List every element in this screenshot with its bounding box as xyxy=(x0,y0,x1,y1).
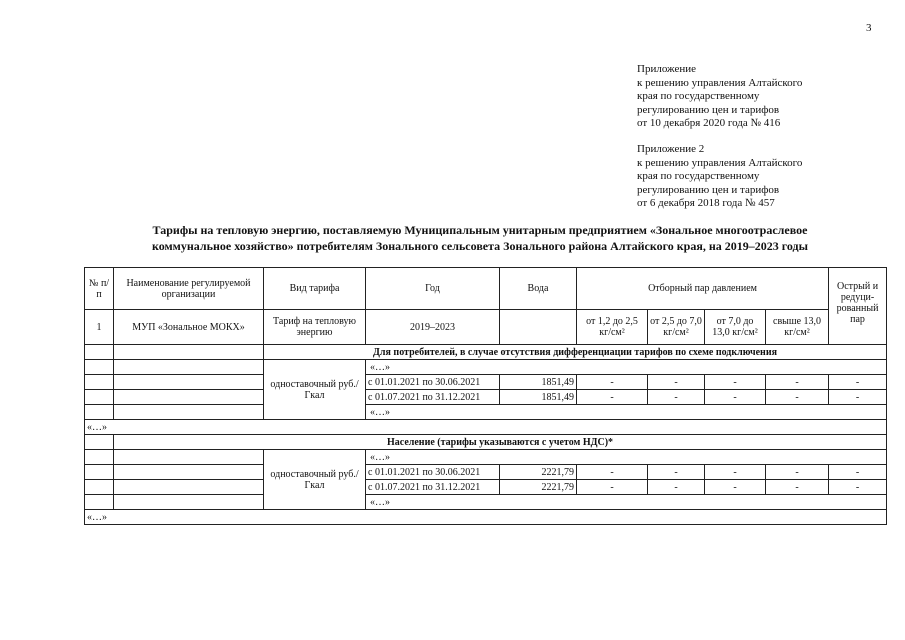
header-num: № п/п xyxy=(85,268,114,310)
header-pressure-4: свыше 13,0 кг/см² xyxy=(766,310,829,345)
empty-cell xyxy=(500,310,577,345)
header-water: Вода xyxy=(500,268,577,310)
dash-cell: - xyxy=(577,390,648,405)
title-line-1: Тарифы на тепловую энергию, поставляемую Муниципальным унитарным предприятием «Зональное многоотраслевое xyxy=(152,223,808,237)
ellipsis: «…» xyxy=(85,510,887,525)
appendix-line: от 10 декабря 2020 года № 416 xyxy=(637,117,781,129)
appendix-note-2 xyxy=(637,143,802,211)
appendix-line: регулированию цен и тарифов xyxy=(637,183,780,196)
empty-cell xyxy=(85,360,114,375)
appendix-line: к решению управления Алтайского xyxy=(637,76,803,89)
ellipsis: «…» xyxy=(366,405,887,420)
section-row xyxy=(85,345,887,360)
dash-cell: - xyxy=(705,390,766,405)
section-row xyxy=(85,435,887,450)
empty-cell xyxy=(85,450,114,465)
empty-cell xyxy=(114,375,264,390)
row-num: 1 xyxy=(85,310,114,345)
empty-cell xyxy=(114,360,264,375)
empty-cell xyxy=(114,465,264,480)
table-row xyxy=(85,375,887,390)
water-value: 2221,79 xyxy=(500,465,577,480)
page-number: 3 xyxy=(866,22,872,34)
section-title: Для потребителей, в случае отсутствия дифференциации тарифов по схеме подключения xyxy=(264,345,887,360)
water-value: 2221,79 xyxy=(500,480,577,495)
empty-cell xyxy=(114,345,264,360)
section-title: Население (тарифы указываются с учетом НДС)* xyxy=(114,435,887,450)
dash-cell: - xyxy=(648,390,705,405)
row-org: МУП «Зональное МОКХ» xyxy=(114,310,264,345)
appendix-line: Приложение xyxy=(637,63,697,75)
dash-cell: - xyxy=(577,480,648,495)
water-value: 1851,49 xyxy=(500,390,577,405)
dash-cell: - xyxy=(648,465,705,480)
header-pressure-1: от 1,2 до 2,5 кг/см² xyxy=(577,310,648,345)
appendix-line: Приложение 2 xyxy=(637,143,705,155)
header-year: Год xyxy=(366,268,500,310)
ellipsis: «…» xyxy=(85,420,887,435)
empty-cell xyxy=(114,450,264,465)
table-row xyxy=(85,360,887,375)
empty-cell xyxy=(85,345,114,360)
header-sharp-steam: Острый и редуци-рованный пар xyxy=(829,268,887,345)
water-value: 1851,49 xyxy=(500,375,577,390)
ellipsis: «…» xyxy=(366,495,887,510)
period-cell: с 01.01.2021 по 30.06.2021 xyxy=(366,375,500,390)
empty-cell xyxy=(85,495,114,510)
appendix-note-1 xyxy=(637,63,802,131)
empty-cell xyxy=(85,435,114,450)
empty-cell xyxy=(114,495,264,510)
dash-cell: - xyxy=(829,390,887,405)
dash-cell: - xyxy=(648,480,705,495)
table-row xyxy=(85,405,887,420)
header-steam: Отборный пар давлением xyxy=(577,268,829,310)
dash-cell: - xyxy=(577,465,648,480)
table-row xyxy=(85,480,887,495)
dash-cell: - xyxy=(648,375,705,390)
title-line-2: коммунальное хозяйство» потребителям Зонального сельсовета Зонального района Алтайского края, на 2019–2023 годы xyxy=(151,239,808,253)
rate-type: одноставочный руб./Гкал xyxy=(264,450,366,510)
empty-cell xyxy=(85,375,114,390)
table-row xyxy=(85,420,887,435)
dash-cell: - xyxy=(829,375,887,390)
ellipsis: «…» xyxy=(366,360,887,375)
header-org: Наименование регулируемой организации xyxy=(114,268,264,310)
header-pressure-3: от 7,0 до 13,0 кг/см² xyxy=(705,310,766,345)
ellipsis: «…» xyxy=(366,450,887,465)
header-row xyxy=(85,268,887,310)
dash-cell: - xyxy=(766,375,829,390)
dash-cell: - xyxy=(829,480,887,495)
table-row xyxy=(85,390,887,405)
period-cell: с 01.01.2021 по 30.06.2021 xyxy=(366,465,500,480)
header-pressure-2: от 2,5 до 7,0 кг/см² xyxy=(648,310,705,345)
empty-cell xyxy=(114,480,264,495)
appendix-line: края по государственному xyxy=(637,170,760,182)
dash-cell: - xyxy=(766,465,829,480)
table-row xyxy=(85,450,887,465)
dash-cell: - xyxy=(829,465,887,480)
appendix-line: края по государственному xyxy=(637,90,760,102)
row-tariff-type: Тариф на тепловую энергию xyxy=(264,310,366,345)
empty-cell xyxy=(85,405,114,420)
period-cell: с 01.07.2021 по 31.12.2021 xyxy=(366,390,500,405)
table-row xyxy=(85,495,887,510)
dash-cell: - xyxy=(766,480,829,495)
dash-cell: - xyxy=(766,390,829,405)
empty-cell xyxy=(85,465,114,480)
document-title xyxy=(100,222,860,254)
appendix-line: к решению управления Алтайского xyxy=(637,156,803,169)
tariff-table xyxy=(84,267,887,525)
appendix-line: регулированию цен и тарифов xyxy=(637,103,780,116)
empty-cell xyxy=(114,390,264,405)
dash-cell: - xyxy=(705,465,766,480)
header-tariff-type: Вид тарифа xyxy=(264,268,366,310)
dash-cell: - xyxy=(705,375,766,390)
appendix-line: от 6 декабря 2018 года № 457 xyxy=(637,197,775,209)
rate-type: одноставочный руб./Гкал xyxy=(264,360,366,420)
row-year: 2019–2023 xyxy=(366,310,500,345)
table-row xyxy=(85,510,887,525)
table-row xyxy=(85,465,887,480)
dash-cell: - xyxy=(705,480,766,495)
dash-cell: - xyxy=(577,375,648,390)
empty-cell xyxy=(85,390,114,405)
table-row xyxy=(85,310,887,345)
period-cell: с 01.07.2021 по 31.12.2021 xyxy=(366,480,500,495)
empty-cell xyxy=(114,405,264,420)
empty-cell xyxy=(85,480,114,495)
